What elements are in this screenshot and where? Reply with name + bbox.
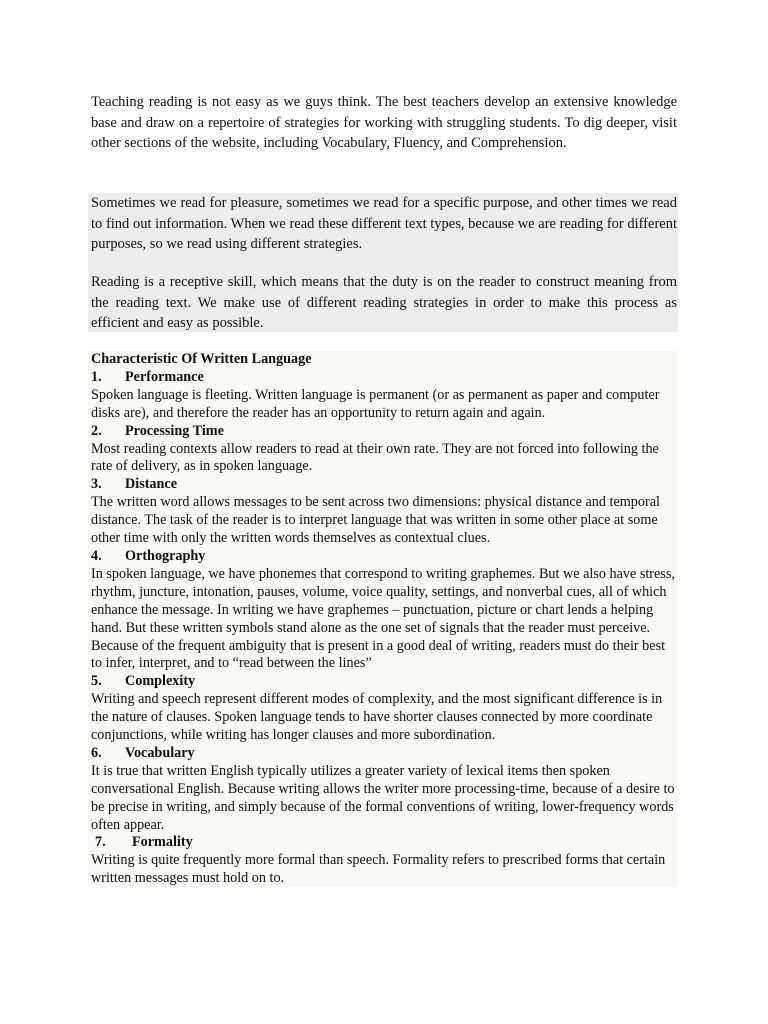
item-heading-complexity: [91, 673, 675, 691]
item-heading-processing-time: [91, 423, 675, 441]
item-body: Spoken language is fleeting. Written language is permanent (or as permanent as paper and computer disks are), and therefore the reader has an opportunity to return again and again.: [91, 386, 660, 421]
intro-paragraph: Teaching reading is not easy as we guys think. The best teachers develop an extensive knowledge base and draw on a repertoire of strategies for working with struggling students. To dig deeper, visit other sections of the website, including Vocabulary, Fluency, and Comprehension.: [91, 94, 677, 151]
item-title: Processing Time: [125, 422, 224, 439]
item-body: Writing and speech represent different modes of complexity, and the most significant difference is in the nature of clauses. Spoken language tends to have shorter clauses connected by more coordinate conjunctions, while writing has longer clauses and more subordination.: [91, 691, 663, 744]
item-number: 6.: [91, 744, 102, 761]
item-title: Complexity: [125, 673, 196, 690]
item-body: It is true that written English typically utilizes a greater variety of lexical items then spoken conversational English. Because writing allows the writer more processing-time, because of a desire to be precise in writing, and simply because of the formal conventions of writing, lower-frequency words often appear.: [91, 762, 675, 833]
item-number: 2.: [91, 422, 102, 439]
item-heading-distance: [91, 476, 675, 494]
item-title: Vocabulary: [125, 744, 195, 761]
item-title: Distance: [125, 476, 178, 493]
item-number: 5.: [91, 673, 102, 690]
item-body: The written word allows messages to be sent across two dimensions: physical distance and temporal distance. The task of the reader is to interpret language that was written in some other place at some other time with only the written words themselves as contextual clues.: [91, 494, 660, 547]
item-number: 3.: [91, 476, 102, 493]
item-heading-performance: [91, 369, 675, 387]
purpose-paragraph: Sometimes we read for pleasure, sometimes we read for a specific purpose, and other times we read to find out information. When we read these different text types, because we are reading for different purposes, so we read using different strategies.: [91, 195, 677, 252]
item-number: 1.: [91, 368, 102, 385]
item-body: Writing is quite frequently more formal than speech. Formality refers to prescribed forms that certain written messages must hold on to.: [91, 852, 666, 887]
item-title: Orthography: [125, 547, 206, 564]
receptive-skill-paragraph: Reading is a receptive skill, which means that the duty is on the reader to construct meaning from the reading text. We make use of different reading strategies in order to make this process as efficient and easy as possible.: [91, 274, 677, 331]
item-body: In spoken language, we have phonemes that correspond to writing graphemes. But we also have stress, rhythm, juncture, intonation, pauses, volume, voice quality, settings, and nonverbal cues, all of which enhance the message. In writing we have graphemes – punctuation, picture or chart lends a helping hand. But these written symbols stand alone as the one set of signals that the reader must perceive. Because of the frequent ambiguity that is present in a good deal of writing, readers must do their best to infer, interpret, and to “read between the lines”: [91, 565, 675, 672]
item-heading-formality: [91, 834, 675, 852]
characteristics-section: [88, 351, 678, 887]
item-number: 4.: [91, 547, 102, 564]
item-heading-orthography: [91, 548, 675, 566]
item-title: Formality: [132, 834, 193, 851]
item-heading-vocabulary: [91, 745, 675, 763]
section-title: Characteristic Of Written Language: [91, 351, 312, 367]
item-body: Most reading contexts allow readers to read at their own rate. They are not forced into following the rate of delivery, as in spoken language.: [91, 440, 659, 475]
item-number: 7.: [95, 834, 106, 851]
item-title: Performance: [125, 368, 204, 385]
